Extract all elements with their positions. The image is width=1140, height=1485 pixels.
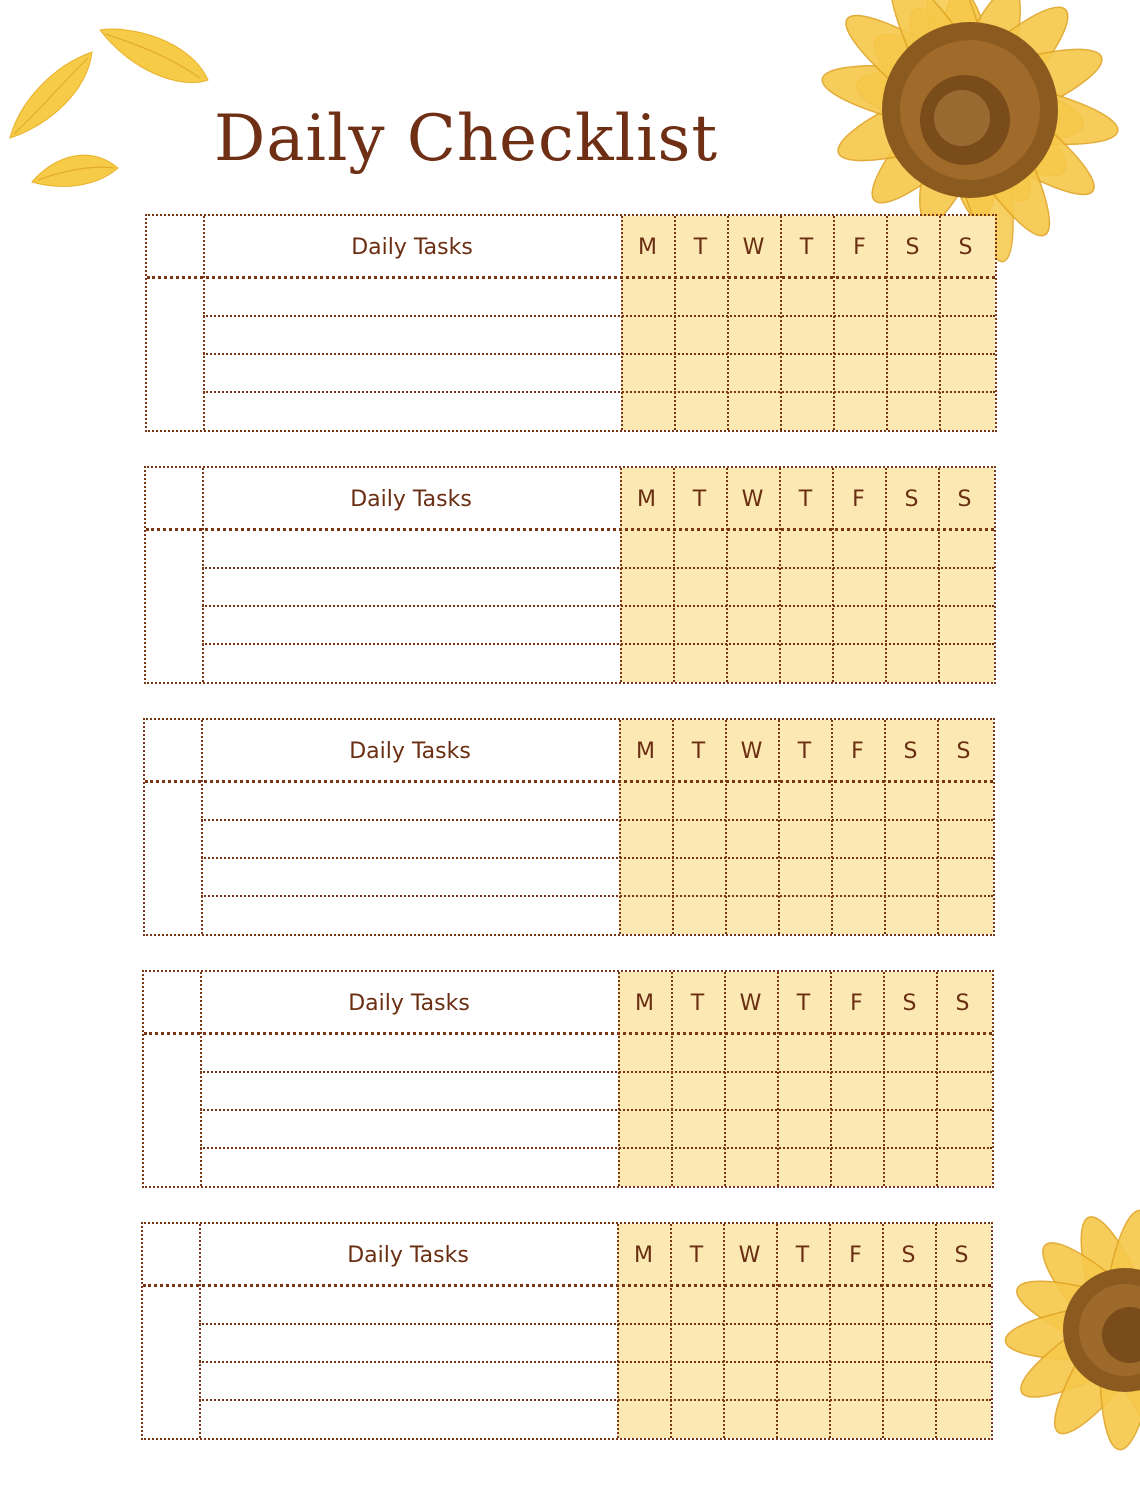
day-header: S <box>956 738 971 764</box>
task-entry-row[interactable] <box>204 569 618 605</box>
day-header: W <box>740 738 763 764</box>
day-header: T <box>796 990 811 1016</box>
day-header: S <box>957 486 972 512</box>
task-entry-row[interactable] <box>202 1073 616 1109</box>
day-header: W <box>738 1242 761 1268</box>
task-entry-row[interactable] <box>205 279 619 315</box>
task-entry-row[interactable] <box>201 1287 615 1323</box>
day-header: T <box>798 486 813 512</box>
day-header: T <box>693 234 708 260</box>
day-header: F <box>850 990 863 1016</box>
task-entry-row[interactable] <box>202 1149 616 1185</box>
page-title: Daily Checklist <box>214 102 719 176</box>
day-header: T <box>691 738 706 764</box>
task-entry-row[interactable] <box>204 645 618 681</box>
day-header: S <box>955 990 970 1016</box>
task-entry-row[interactable] <box>203 821 617 857</box>
day-header: S <box>954 1242 969 1268</box>
task-entry-row[interactable] <box>201 1325 615 1361</box>
task-entry-row[interactable] <box>202 1035 616 1071</box>
day-header: W <box>741 486 764 512</box>
task-entry-row[interactable] <box>203 859 617 895</box>
day-header: F <box>849 1242 862 1268</box>
day-header: F <box>853 234 866 260</box>
task-entry-row[interactable] <box>201 1363 615 1399</box>
tasks-header: Daily Tasks <box>350 486 472 512</box>
task-entry-row[interactable] <box>204 607 618 643</box>
day-header: S <box>958 234 973 260</box>
task-entry-row[interactable] <box>205 355 619 391</box>
day-header: M <box>634 1242 653 1268</box>
day-header: M <box>637 486 656 512</box>
day-header: F <box>852 486 865 512</box>
day-header: T <box>799 234 814 260</box>
day-header: S <box>901 1242 916 1268</box>
task-entry-row[interactable] <box>204 531 618 567</box>
checklist-table <box>141 1222 993 1440</box>
tasks-header: Daily Tasks <box>347 1242 469 1268</box>
day-header: F <box>851 738 864 764</box>
checklist-table <box>145 214 997 432</box>
task-entry-row[interactable] <box>205 317 619 353</box>
checklist-table <box>143 718 995 936</box>
day-header: T <box>795 1242 810 1268</box>
day-header: T <box>690 990 705 1016</box>
day-header: M <box>635 990 654 1016</box>
day-header: T <box>692 486 707 512</box>
day-header: S <box>904 486 919 512</box>
task-entry-row[interactable] <box>202 1111 616 1147</box>
day-header: M <box>636 738 655 764</box>
day-header: W <box>742 234 765 260</box>
falling-petals-illustration <box>0 10 220 200</box>
tasks-header: Daily Tasks <box>351 234 473 260</box>
tasks-header: Daily Tasks <box>349 738 471 764</box>
day-header: W <box>739 990 762 1016</box>
task-entry-row[interactable] <box>201 1401 615 1437</box>
task-entry-row[interactable] <box>205 393 619 429</box>
tasks-header: Daily Tasks <box>348 990 470 1016</box>
checklist-table <box>142 970 994 1188</box>
checklist-table <box>144 466 996 684</box>
day-header: S <box>902 990 917 1016</box>
day-header: S <box>903 738 918 764</box>
task-entry-row[interactable] <box>203 783 617 819</box>
day-header: M <box>638 234 657 260</box>
task-entry-row[interactable] <box>203 897 617 933</box>
day-header: S <box>905 234 920 260</box>
day-header: T <box>689 1242 704 1268</box>
day-header: T <box>797 738 812 764</box>
